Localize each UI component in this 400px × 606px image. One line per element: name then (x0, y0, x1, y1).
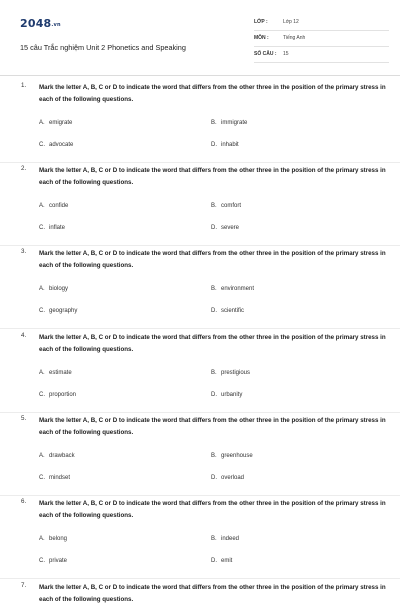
option-text: geography (49, 308, 78, 314)
option-text: environment (221, 286, 255, 292)
logo-domain: .vn (51, 22, 61, 28)
question-number: 4. (21, 332, 27, 339)
option-a[interactable] (39, 453, 75, 459)
logo-text: 2048 (20, 17, 52, 30)
question-number: 2. (21, 165, 27, 172)
option-a[interactable] (39, 203, 68, 209)
option-letter: D. (211, 558, 217, 564)
option-text: drawback (49, 453, 75, 459)
meta-label: SỐ CÂU : (254, 51, 277, 57)
option-letter: C. (39, 225, 45, 231)
option-text: emit (221, 558, 233, 564)
question-text: Mark the letter A, B, C or D to indicate the word that differs from the other three in the position of the primary stress in each of the following questions. (39, 500, 386, 519)
option-letter: B. (211, 370, 217, 376)
option-letter: B. (211, 203, 217, 209)
document-header (12, 10, 388, 72)
option-a[interactable] (39, 370, 72, 376)
question-divider (0, 162, 400, 163)
option-text: mindset (49, 475, 71, 481)
option-c[interactable] (39, 142, 73, 148)
option-a[interactable] (39, 286, 68, 292)
option-b[interactable] (211, 286, 254, 292)
option-text: prestigious (221, 370, 251, 376)
option-text: estimate (49, 370, 72, 376)
option-c[interactable] (39, 558, 67, 564)
option-d[interactable] (211, 142, 239, 148)
header-divider (0, 75, 400, 76)
option-text: inflate (49, 225, 66, 231)
option-b[interactable] (211, 203, 241, 209)
document-title: 15 câu Trắc nghiệm Unit 2 Phonetics and Speaking (20, 43, 186, 52)
question-number: 6. (21, 498, 27, 505)
option-letter: A. (39, 536, 45, 542)
option-letter: B. (211, 286, 217, 292)
option-text: emigrate (49, 120, 73, 126)
option-a[interactable] (39, 120, 72, 126)
option-letter: A. (39, 203, 45, 209)
option-text: greenhouse (221, 453, 253, 459)
option-a[interactable] (39, 536, 67, 542)
option-text: severe (221, 225, 240, 231)
option-letter: C. (39, 308, 45, 314)
option-letter: D. (211, 392, 217, 398)
option-text: indeed (221, 536, 240, 542)
question-number: 3. (21, 248, 27, 255)
meta-value: Tiếng Anh (283, 35, 306, 41)
option-letter: D. (211, 308, 217, 314)
option-d[interactable] (211, 308, 244, 314)
option-letter: D. (211, 142, 217, 148)
option-text: inhabit (221, 142, 239, 148)
option-letter: D. (211, 225, 217, 231)
option-text: advocate (49, 142, 74, 148)
question-divider (0, 412, 400, 413)
option-letter: D. (211, 475, 217, 481)
question-text: Mark the letter A, B, C or D to indicate the word that differs from the other three in the position of the primary stress in each of the following questions. (39, 250, 386, 269)
option-c[interactable] (39, 392, 76, 398)
question-divider (0, 245, 400, 246)
site-logo[interactable] (20, 17, 61, 30)
option-letter: A. (39, 120, 45, 126)
meta-row-count (254, 48, 389, 63)
option-text: biology (49, 286, 69, 292)
option-b[interactable] (211, 453, 253, 459)
meta-label: MÔN : (254, 35, 269, 41)
question-text: Mark the letter A, B, C or D to indicate the word that differs from the other three in the position of the primary stress in each of the following questions. (39, 584, 386, 603)
meta-label: LỚP : (254, 19, 268, 25)
option-d[interactable] (211, 558, 232, 564)
option-b[interactable] (211, 120, 247, 126)
question-divider (0, 328, 400, 329)
question-text: Mark the letter A, B, C or D to indicate the word that differs from the other three in the position of the primary stress in each of the following questions. (39, 167, 386, 186)
option-letter: A. (39, 370, 45, 376)
option-b[interactable] (211, 370, 250, 376)
option-c[interactable] (39, 308, 77, 314)
option-text: immigrate (221, 120, 248, 126)
option-text: urbanity (221, 392, 243, 398)
option-text: comfort (221, 203, 242, 209)
option-b[interactable] (211, 536, 239, 542)
option-text: scientific (221, 308, 245, 314)
option-letter: C. (39, 392, 45, 398)
question-text: Mark the letter A, B, C or D to indicate the word that differs from the other three in the position of the primary stress in each of the following questions. (39, 334, 386, 353)
question-divider (0, 495, 400, 496)
meta-row-subject (254, 32, 389, 47)
option-letter: C. (39, 558, 45, 564)
option-letter: A. (39, 453, 45, 459)
question-number: 5. (21, 415, 27, 422)
option-c[interactable] (39, 225, 65, 231)
option-text: private (49, 558, 68, 564)
option-letter: B. (211, 536, 217, 542)
option-text: belong (49, 536, 68, 542)
meta-value: Lớp 12 (283, 19, 299, 25)
option-letter: A. (39, 286, 45, 292)
option-letter: C. (39, 142, 45, 148)
question-number: 1. (21, 82, 27, 89)
meta-value: 15 (283, 51, 289, 57)
option-d[interactable] (211, 225, 239, 231)
option-letter: B. (211, 453, 217, 459)
option-letter: B. (211, 120, 217, 126)
option-d[interactable] (211, 392, 242, 398)
meta-row-class (254, 16, 389, 31)
question-text: Mark the letter A, B, C or D to indicate the word that differs from the other three in the position of the primary stress in each of the following questions. (39, 417, 386, 436)
option-text: confide (49, 203, 69, 209)
question-text: Mark the letter A, B, C or D to indicate the word that differs from the other three in the position of the primary stress in each of the following questions. (39, 84, 386, 103)
option-text: overload (221, 475, 245, 481)
option-text: proportion (49, 392, 77, 398)
question-number: 7. (21, 582, 27, 589)
option-letter: C. (39, 475, 45, 481)
option-c[interactable] (39, 475, 70, 481)
option-d[interactable] (211, 475, 244, 481)
question-divider (0, 578, 400, 579)
